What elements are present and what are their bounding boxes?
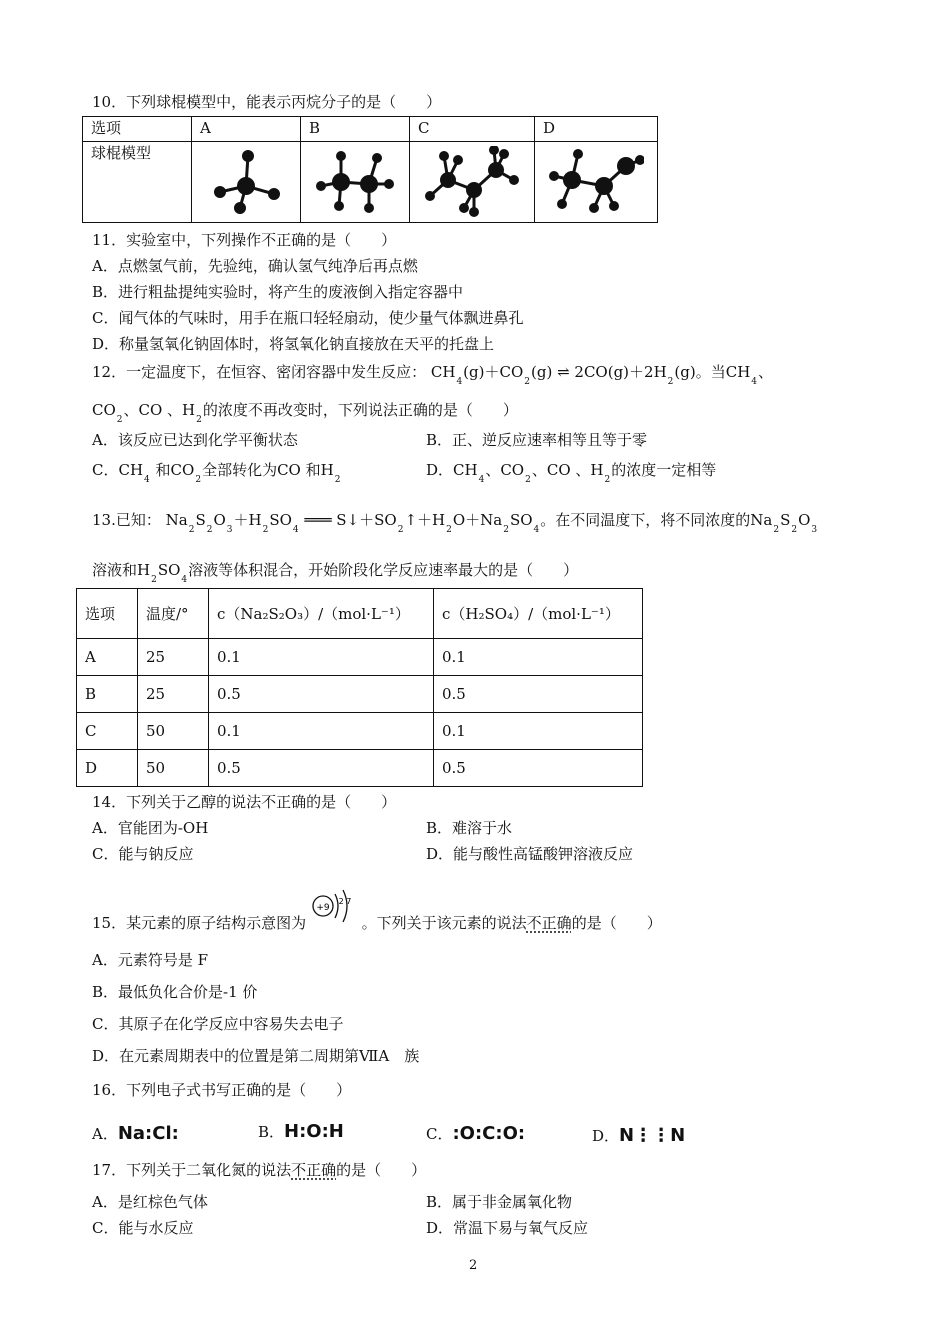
q13-line2-b: 溶液等体积混合，开始阶段化学反应速率最大的是（ ） bbox=[188, 561, 579, 579]
q13-cell: 50 bbox=[138, 750, 209, 787]
q10-model-b bbox=[301, 142, 410, 223]
q17-option-b: B．属于非金属氧化物 bbox=[426, 1193, 573, 1211]
q12-option-c: C．$CH_4$ 和$CO_2$全部转化为CO 和$H_2$ bbox=[92, 461, 341, 485]
q12-equation: $CH_4(g)+CO_2(g)$ ⇌ $2CO(g)+2H_2(g)$。当$CH_4$、 bbox=[430, 363, 774, 387]
q14-option-b: B．难溶于水 bbox=[426, 819, 513, 837]
q11-option-c: C．闻气体的气味时，用手在瓶口轻轻扇动，使少量气体飘进鼻孔 bbox=[92, 309, 524, 327]
q16-option-a-formula: Na:Cl: bbox=[117, 1123, 179, 1144]
q10-row-label: 球棍模型 bbox=[83, 142, 192, 223]
q12-species: $CO_2$、CO 、$H_2$ bbox=[92, 401, 202, 425]
q13-cell: 25 bbox=[138, 639, 209, 676]
q13-prefix: 13.已知： bbox=[92, 511, 161, 529]
q13-stem-line1: 13.已知： $Na_2S_2O_3+H_2SO_4$ ═══ $S↓+SO_2↑+H_2O+Na_2SO_4$。在不同温度下，将不同浓度的$Na_2S_2O_3$ bbox=[92, 511, 818, 535]
q17-stem bbox=[92, 1160, 426, 1180]
q10-stem: 10．下列球棍模型中，能表示丙烷分子的是（ ） bbox=[92, 93, 442, 111]
q13-header-temp: 温度/° bbox=[138, 589, 209, 639]
q14-option-c: C．能与钠反应 bbox=[92, 845, 194, 863]
q17-option-d: D．常温下易与氧气反应 bbox=[426, 1219, 589, 1237]
q13-cell: 0.5 bbox=[209, 750, 434, 787]
q17-option-c: C．能与水反应 bbox=[92, 1219, 194, 1237]
q16-option-c bbox=[426, 1124, 525, 1144]
electron-shells: 2 7 bbox=[338, 897, 352, 906]
q13-header-na2s2o3: c（Na₂S₂O₃）/（mol·L⁻¹） bbox=[209, 589, 434, 639]
q12-prefix: 12．一定温度下，在恒容、密闭容器中发生反应： bbox=[92, 363, 427, 381]
q12-option-d-tail: 的浓度一定相等 bbox=[611, 461, 717, 479]
q17-stem-emph: 不正确 bbox=[291, 1161, 337, 1179]
q12-option-b: B．正、逆反应速率相等且等于零 bbox=[426, 431, 648, 449]
q16-option-b-formula: H:O:H bbox=[284, 1121, 344, 1142]
q14-stem: 14．下列关于乙醇的说法不正确的是（ ） bbox=[92, 793, 397, 811]
q15-stem-c: 的是（ ） bbox=[571, 914, 662, 932]
q10-model-d bbox=[535, 142, 658, 223]
q13-cell: 0.5 bbox=[209, 676, 434, 713]
q13-cell: 0.1 bbox=[209, 639, 434, 676]
q15-option-c: C．其原子在化学反应中容易失去电子 bbox=[92, 1015, 344, 1033]
q16-option-d bbox=[592, 1126, 685, 1146]
q16-option-a-label: A． bbox=[92, 1125, 118, 1143]
q13-cell: B bbox=[77, 676, 138, 713]
q11-option-b: B．进行粗盐提纯实验时，将产生的废液倒入指定容器中 bbox=[92, 283, 464, 301]
q15-option-a: A．元素符号是 F bbox=[92, 951, 209, 969]
q17-option-a: A．是红棕色气体 bbox=[92, 1193, 208, 1211]
q13-tail: 。在不同温度下，将不同浓度的 bbox=[540, 511, 751, 529]
q11-stem: 11．实验室中，下列操作不正确的是（ ） bbox=[92, 231, 397, 249]
q16-option-b bbox=[258, 1122, 344, 1142]
q10-header-d: D bbox=[535, 117, 658, 142]
q15-stem-a: 15．某元素的原子结构示意图为 bbox=[92, 914, 307, 932]
atom-structure-icon bbox=[311, 884, 357, 928]
q10-model-a bbox=[192, 142, 301, 223]
table-row bbox=[77, 713, 643, 750]
q13-cell: 0.1 bbox=[434, 713, 643, 750]
ball-stick-model-b bbox=[315, 146, 395, 218]
q13-cell: 0.5 bbox=[434, 676, 643, 713]
q16-option-a bbox=[92, 1124, 179, 1144]
q13-cell: A bbox=[77, 639, 138, 676]
q10-header-b: B bbox=[301, 117, 410, 142]
q13-cell: 25 bbox=[138, 676, 209, 713]
q10-table bbox=[82, 116, 658, 223]
q13-cell: D bbox=[77, 750, 138, 787]
table-row bbox=[77, 676, 643, 713]
q16-option-d-formula: N⋮⋮N bbox=[619, 1125, 686, 1146]
q10-header-c: C bbox=[410, 117, 535, 142]
ball-stick-model-a bbox=[206, 146, 286, 218]
q12-option-c-mid: 全部转化为 bbox=[202, 461, 278, 479]
q13-cell: C bbox=[77, 713, 138, 750]
q13-stem-line2: 溶液和$H_2SO_4$溶液等体积混合，开始阶段化学反应速率最大的是（ ） bbox=[92, 561, 579, 585]
q13-header-h2so4: c（H₂SO₄）/（mol·L⁻¹） bbox=[434, 589, 643, 639]
q12-stem-line2 bbox=[92, 400, 518, 423]
page-number: 2 bbox=[469, 1258, 478, 1273]
q17-stem-a: 17．下列关于二氧化氮的说法 bbox=[92, 1161, 292, 1179]
q12-option-d: D．$CH_4$、$CO_2$、CO 、$H_2$的浓度一定相等 bbox=[426, 461, 717, 485]
q15-stem-emph: 不正确 bbox=[526, 914, 572, 932]
q16-option-d-label: D． bbox=[592, 1127, 620, 1145]
q13-header-option: 选项 bbox=[77, 589, 138, 639]
q13-cell: 50 bbox=[138, 713, 209, 750]
q15-stem bbox=[92, 897, 662, 933]
q13-cell: 0.1 bbox=[209, 713, 434, 750]
q13-equation: $Na_2S_2O_3+H_2SO_4$ ═══ $S↓+SO_2↑+H_2O+Na_2SO_4$ bbox=[165, 511, 540, 535]
atom-structure-diagram bbox=[311, 897, 357, 928]
q16-stem: 16．下列电子式书写正确的是（ ） bbox=[92, 1081, 352, 1099]
q15-stem-b: 。下列关于该元素的说法 bbox=[361, 914, 527, 932]
q15-option-b: B．最低负化合价是-1 价 bbox=[92, 983, 258, 1001]
q13-cell: 0.1 bbox=[434, 639, 643, 676]
q12-stem-line1 bbox=[92, 362, 773, 385]
q12-line2-tail: 的浓度不再改变时，下列说法正确的是（ ） bbox=[202, 401, 518, 419]
q16-option-b-label: B． bbox=[258, 1123, 285, 1141]
q10-header-a: A bbox=[192, 117, 301, 142]
q11-option-a: A．点燃氢气前，先验纯，确认氢气纯净后再点燃 bbox=[92, 257, 418, 275]
q12-option-a: A．该反应已达到化学平衡状态 bbox=[92, 431, 298, 449]
q13-line2-a: 溶液和 bbox=[92, 561, 138, 579]
ball-stick-model-c bbox=[424, 146, 520, 218]
q16-option-c-formula: :O:C:O: bbox=[452, 1123, 526, 1144]
table-row bbox=[77, 639, 643, 676]
ball-stick-model-d bbox=[548, 146, 644, 218]
q17-stem-c: 的是（ ） bbox=[336, 1161, 427, 1179]
q10-header-option: 选项 bbox=[83, 117, 192, 142]
q13-table bbox=[76, 588, 643, 787]
q13-cell: 0.5 bbox=[434, 750, 643, 787]
q15-option-d: D．在元素周期表中的位置是第二周期第ⅦA 族 bbox=[92, 1047, 420, 1065]
q14-option-d: D．能与酸性高锰酸钾溶液反应 bbox=[426, 845, 634, 863]
table-row bbox=[77, 750, 643, 787]
q11-option-d: D．称量氢氧化钠固体时，将氢氧化钠直接放在天平的托盘上 bbox=[92, 335, 495, 353]
q16-option-c-label: C． bbox=[426, 1125, 453, 1143]
nucleus-charge: +9 bbox=[316, 903, 330, 913]
q10-model-c bbox=[410, 142, 535, 223]
q14-option-a: A．官能团为-OH bbox=[92, 819, 209, 837]
